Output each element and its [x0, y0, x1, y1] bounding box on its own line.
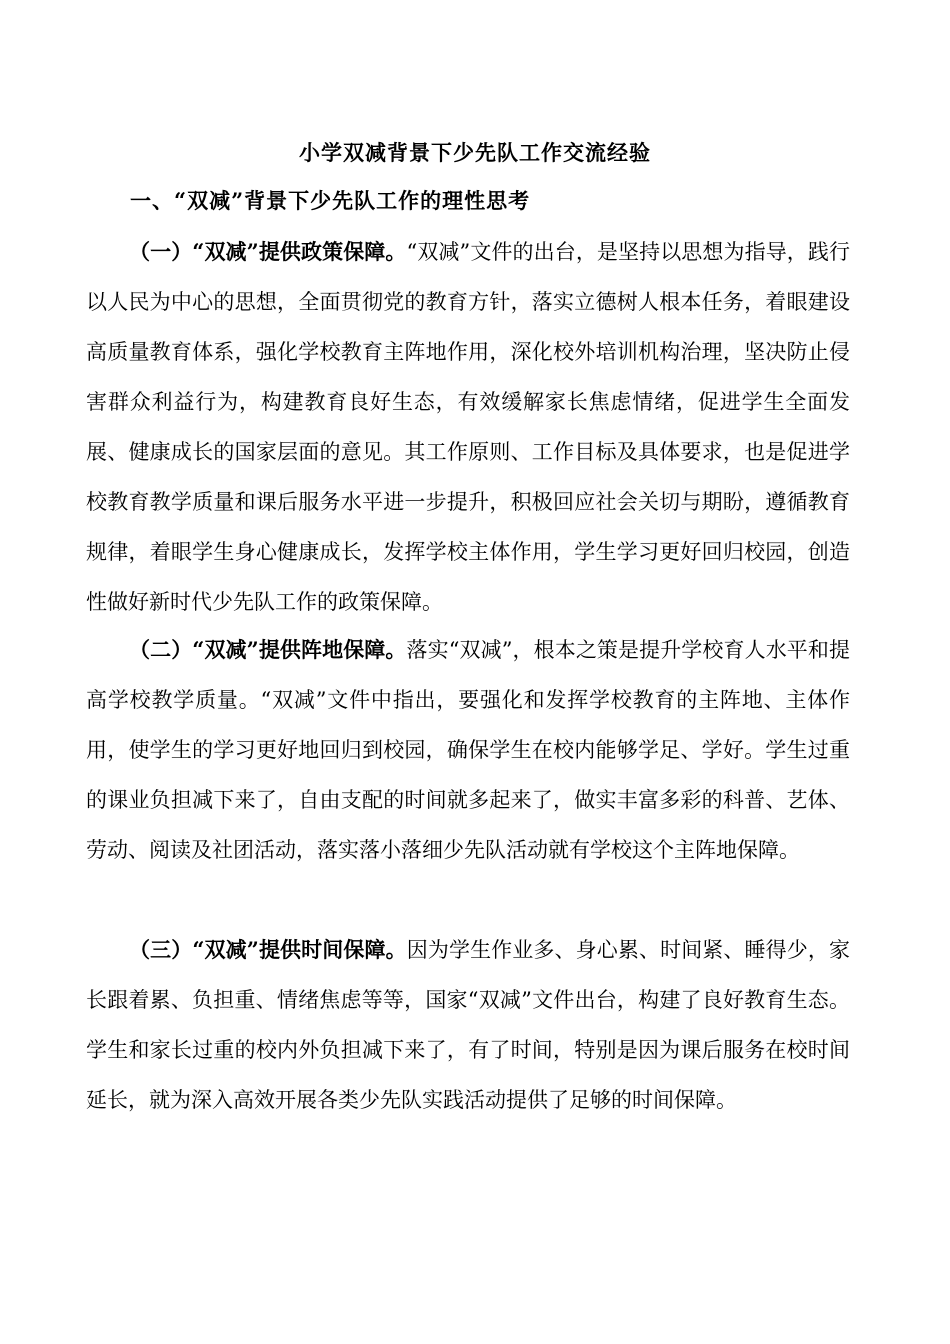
paragraph-lead: （一）“双减”提供政策保障。 [129, 239, 407, 264]
paragraph-body: 因为学生作业多、身心累、时间紧、睡得少，家长跟着累、负担重、情绪焦虑等等，国家“双减”文件出台，构建了良好教育生态。学生和家长过重的校内外负担减下来了，有了时间，特别是因为课后服务在校时间延长，就为深入高效开展各类少先队实践活动提供了足够的时间保障。 [86, 938, 850, 1112]
paragraph-lead: （二）“双减”提供阵地保障。 [129, 637, 407, 662]
paragraph-time [86, 925, 850, 1125]
document-title: 小学双减背景下少先队工作交流经验 [299, 140, 651, 165]
section-heading: 一、“双减”背景下少先队工作的理性思考 [130, 188, 531, 213]
paragraph-body: 落实“双减”，根本之策是提升学校育人水平和提高学校教学质量。“双减”文件中指出，要强化和发挥学校教育的主阵地、主体作用，使学生的学习更好地回归到校园，确保学生在校内能够学足、学好。学生过重的课业负担减下来了，自由支配的时间就多起来了，做实丰富多彩的科普、艺体、劳动、阅读及社团活动，落实落小落细少先队活动就有学校这个主阵地保障。 [86, 638, 850, 862]
paragraph-lead: （三）“双减”提供时间保障。 [129, 937, 407, 962]
paragraph-policy [86, 227, 850, 627]
paragraph-body: “双减”文件的出台，是坚持以思想为指导，践行以人民为中心的思想，全面贯彻党的教育方针，落实立德树人根本任务，着眼建设高质量教育体系，强化学校教育主阵地作用，深化校外培训机构治理，坚决防止侵害群众利益行为，构建教育良好生态，有效缓解家长焦虑情绪，促进学生全面发展、健康成长的国家层面的意见。其工作原则、工作目标及具体要求，也是促进学校教育教学质量和课后服务水平进一步提升，积极回应社会关切与期盼，遵循教育规律，着眼学生身心健康成长，发挥学校主体作用，学生学习更好回归校园，创造性做好新时代少先队工作的政策保障。 [86, 240, 850, 614]
paragraph-position [86, 625, 850, 875]
